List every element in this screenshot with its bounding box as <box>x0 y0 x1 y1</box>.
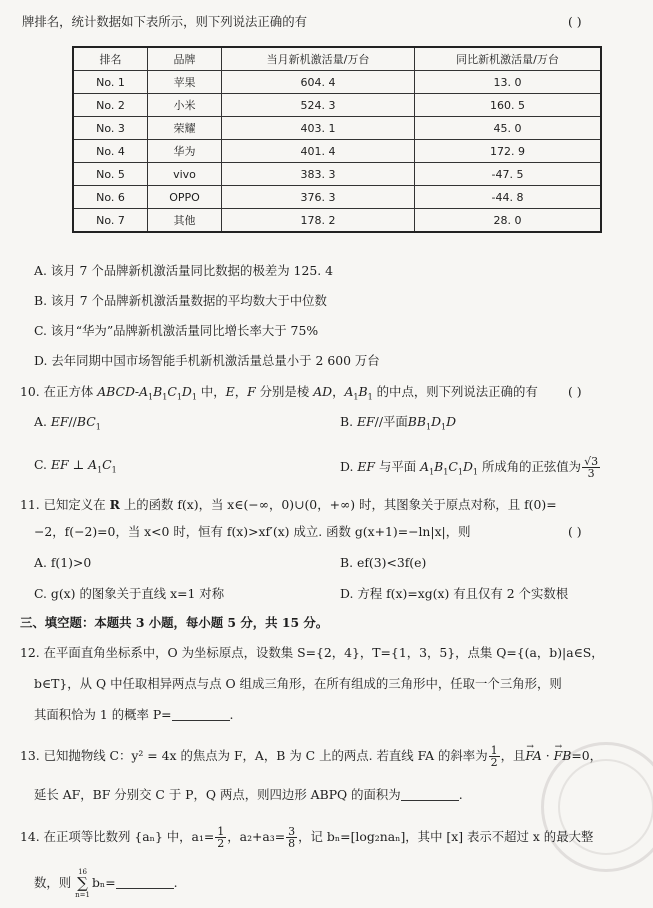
q11-line-1 <box>20 496 557 514</box>
table-cell: No. 6 <box>73 186 148 209</box>
vector-fb: → FB <box>554 747 572 765</box>
option-letter: C. <box>34 457 47 472</box>
q12-text: 其面积恰为 1 的概率 P= <box>34 707 172 722</box>
table-header: 同比新机激活量/万台 <box>415 47 602 71</box>
table-cell: 苹果 <box>148 71 222 94</box>
table-cell: No. 3 <box>73 117 148 140</box>
q10-stem-part: 分别是棱 <box>259 384 310 399</box>
vector-fa: → FA <box>525 747 541 765</box>
table-cell: -44. 8 <box>415 186 602 209</box>
summation-symbol: 16 ∑ n=1 <box>75 868 90 899</box>
real-set-symbol: R <box>109 497 120 512</box>
option-letter: D. <box>340 459 354 474</box>
table-cell: 13. 0 <box>415 71 602 94</box>
q11-text: 上的函数 f(x)，当 x∈(−∞，0)∪(0，+∞) 时，其图象关于原点对称，且 f(0)= <box>123 497 557 512</box>
q10-option-c: C. EF ⊥ $A_1C_1$ <box>34 457 117 475</box>
q13-text: 延长 AF，BF 分别交 C 于 P，Q 两点，则四边形 ABPQ 的面积为 <box>34 787 401 802</box>
table-cell: 荣耀 <box>148 117 222 140</box>
q14-line-2: 数，则 16 ∑ n=1bₙ= . <box>34 868 178 899</box>
table-cell: vivo <box>148 163 222 186</box>
table-cell: 403. 1 <box>222 117 415 140</box>
table-cell: 28. 0 <box>415 209 602 233</box>
q9-option-b: B. 该月 7 个品牌新机激活量数据的平均数大于中位数 <box>34 293 327 308</box>
answer-blank <box>116 888 174 889</box>
q11-option-d: D. 方程 f(x)=xg(x) 有且仅有 2 个实数根 <box>340 586 569 601</box>
q11-option-a: A. f(1)>0 <box>34 555 92 570</box>
fraction: $\frac{3}{8}$ <box>288 825 296 850</box>
q9-option-d: D. 去年同期中国市场智能手机新机激活量总量小于 2 600 万台 <box>34 353 380 368</box>
answer-blank <box>172 720 230 721</box>
q9-option-a: A. 该月 7 个品牌新机激活量同比数据的极差为 125. 4 <box>34 263 333 278</box>
table-cell: 其他 <box>148 209 222 233</box>
table-row <box>73 163 601 186</box>
table-cell: No. 1 <box>73 71 148 94</box>
table-cell: 小米 <box>148 94 222 117</box>
q10-stem-part: 中， <box>200 384 226 399</box>
q13-text: 13. 已知抛物线 C：y² = 4x 的焦点为 F，A，B 为 C 上的两点. 若直线 FA 的斜率为 <box>20 748 488 763</box>
table-cell: 383. 3 <box>222 163 415 186</box>
q12-line-2: b∈T}，从 Q 中任取相异两点与点 O 组成三角形，在所有组成的三角形中，任取一个三角形，则 <box>34 676 562 691</box>
q9-option-c: C. 该月“华为”品牌新机激活量同比增长率大于 75% <box>34 323 319 338</box>
table-cell: 华为 <box>148 140 222 163</box>
table-cell: 172. 9 <box>415 140 602 163</box>
table-row <box>73 94 601 117</box>
table-cell: OPPO <box>148 186 222 209</box>
fraction: $\frac{1}{2}$ <box>217 825 225 850</box>
table-cell: 160. 5 <box>415 94 602 117</box>
option-text: 与平面 <box>379 459 417 474</box>
q13-line-1 <box>20 745 602 768</box>
table-row <box>73 209 601 233</box>
q10-option-d: D. EF 与平面 $A_1B_1C_1D_1$ 所成角的正弦值为 $\frac{√3}{3}$ <box>340 455 599 480</box>
fraction: $\frac{√3}{3}$ <box>584 455 599 480</box>
q11-line-2: −2，f(−2)=0，当 x<0 时，恒有 f(x)>xf′(x) 成立. 函数 g(x+1)=−ln|x|，则 <box>34 524 471 539</box>
q10-stem-part: 在正方体 <box>43 384 94 399</box>
q11-option-b: B. ef(3)<3f(e) <box>340 555 427 570</box>
table-cell: No. 5 <box>73 163 148 186</box>
q11-option-c: C. g(x) 的图象关于直线 x=1 对称 <box>34 586 225 601</box>
q10-number: 10. <box>20 384 40 399</box>
q14-text: 14. 在正项等比数列 {aₙ} 中，a₁= <box>20 829 215 844</box>
q13-line-2: 延长 AF，BF 分别交 C 于 P，Q 两点，则四边形 ABPQ 的面积为 . <box>34 787 463 802</box>
q12-line-3: 其面积恰为 1 的概率 P= . <box>34 707 234 722</box>
activation-table <box>72 46 602 233</box>
table-header: 当月新机激活量/万台 <box>222 47 415 71</box>
q11-text: 11. 已知定义在 <box>20 497 106 512</box>
q9-answer-paren: ( ) <box>568 14 582 29</box>
q13-text: =0， <box>571 748 603 763</box>
table-cell: 524. 3 <box>222 94 415 117</box>
table-cell: No. 4 <box>73 140 148 163</box>
option-letter: B. <box>340 414 354 429</box>
q14-text: ，a₂+a₃= <box>227 829 286 844</box>
dot-operator: · <box>541 748 554 763</box>
q12-line-1: 12. 在平面直角坐标系中，O 为坐标原点，设数集 S={2，4}，T={1，3，5}，点集 Q={(a，b)|a∈S， <box>20 645 604 660</box>
table-row <box>73 140 601 163</box>
table-row <box>73 117 601 140</box>
q10-stem-part: 的中点，则下列说法正确的有 <box>376 384 538 399</box>
table-cell: 45. 0 <box>415 117 602 140</box>
answer-blank <box>401 800 459 801</box>
section-heading: 三、填空题：本题共 3 小题，每小题 5 分，共 15 分。 <box>20 615 329 630</box>
table-cell: No. 2 <box>73 94 148 117</box>
q10-option-b: B. EF//平面$BB_1D_1D$ <box>340 414 457 432</box>
table-row <box>73 186 601 209</box>
q14-text: ，记 bₙ=[log₂naₙ]，其中 [x] 表示不超过 x 的最大整 <box>298 829 594 844</box>
fraction: $\frac{1}{2}$ <box>490 744 498 769</box>
table-header: 排名 <box>73 47 148 71</box>
q14-text: bₙ= <box>91 875 116 890</box>
option-letter: A. <box>34 414 47 429</box>
option-text: 所成角的正弦值为 <box>481 459 582 474</box>
q14-line-1 <box>20 826 593 849</box>
table-row <box>73 71 601 94</box>
q14-text: 数，则 <box>34 875 72 890</box>
q11-answer-paren: ( ) <box>568 524 582 539</box>
table-cell: 178. 2 <box>222 209 415 233</box>
table-cell: 376. 3 <box>222 186 415 209</box>
q9-intro: 牌排名，统计数据如下表所示，则下列说法正确的有 <box>22 14 307 29</box>
q13-text: ，且 <box>500 748 526 763</box>
table-header-row <box>73 47 601 71</box>
q10-option-a: A. $EF//BC_1$ <box>34 414 101 432</box>
option-text: 平面 <box>383 414 408 429</box>
table-cell: No. 7 <box>73 209 148 233</box>
table-cell: -47. 5 <box>415 163 602 186</box>
table-cell: 604. 4 <box>222 71 415 94</box>
table-cell: 401. 4 <box>222 140 415 163</box>
q10-answer-paren: ( ) <box>568 384 582 399</box>
q10-stem: 10. 在正方体 ABCD-$A_1B_1C_1D_1$ 中，E，F 分别是棱 AD，$A_1B_1$ 的中点，则下列说法正确的有 <box>20 384 538 402</box>
table-header: 品牌 <box>148 47 222 71</box>
